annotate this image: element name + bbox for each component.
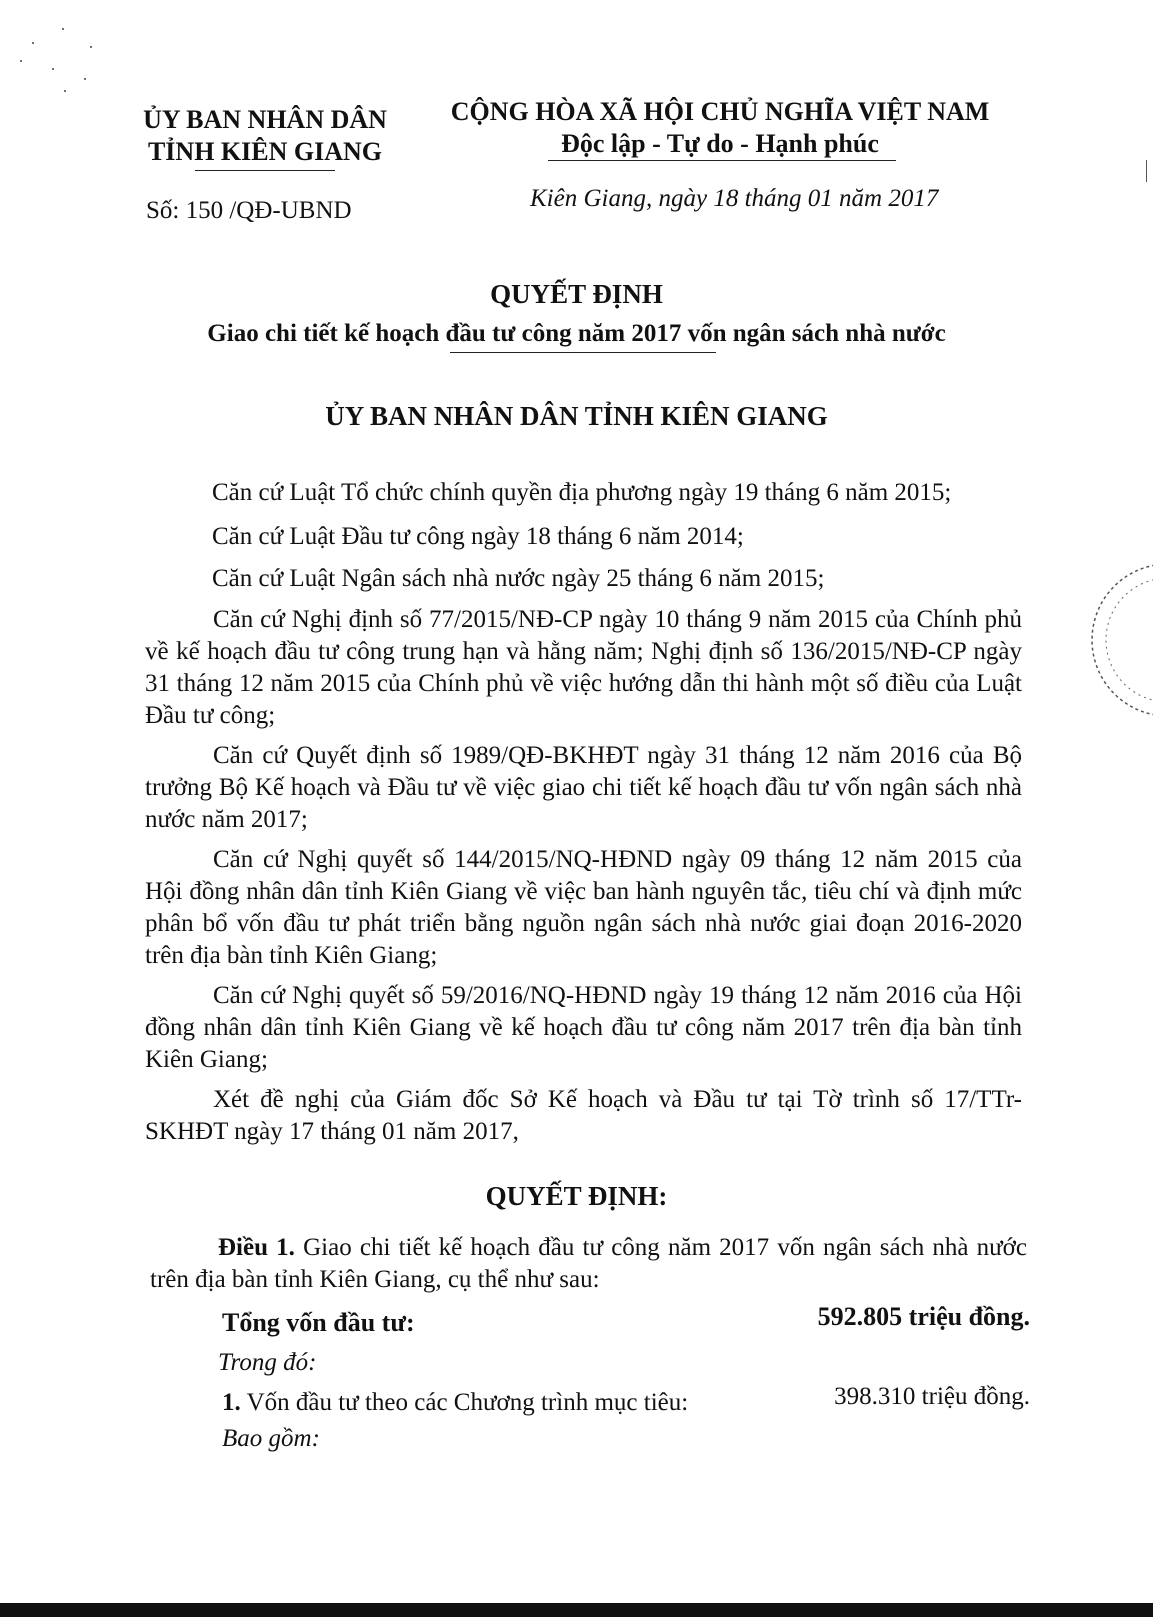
preamble-item: Căn cứ Luật Đầu tư công ngày 18 tháng 6 năm 2014; xyxy=(212,523,744,550)
item-1-value: 398.310 triệu đồng. xyxy=(834,1383,1030,1410)
scan-speck xyxy=(52,68,54,70)
item-1-number: 1. xyxy=(222,1389,241,1416)
official-seal xyxy=(1080,540,1153,740)
preamble-text: Xét đề nghị của Giám đốc Sở Kế hoạch và Đầu tư tại Tờ trình số 17/TTr-SKHĐT ngày 17 tháng 01 năm 2017, xyxy=(145,1086,1022,1145)
agency-name-line1: ỦY BAN NHÂN DÂN xyxy=(143,105,387,134)
preamble-text: Căn cứ Nghị định số 77/2015/NĐ-CP ngày 10 tháng 9 năm 2015 của Chính phủ về kế hoạch đầu tư công trung hạn và hằng năm; Nghị định số 136/2015/NĐ-CP ngày 31 tháng 12 năm 2015 của Chính phủ về việc hướng dẫn thi hành một số điều của Luật Đầu tư công; xyxy=(145,606,1022,729)
issuing-authority: ỦY BAN NHÂN DÂN TỈNH KIÊN GIANG xyxy=(325,401,828,431)
motto-underline xyxy=(548,160,896,161)
document-title: QUYẾT ĐỊNH xyxy=(490,279,663,309)
agency-underline xyxy=(195,170,335,171)
preamble-item: Căn cứ Luật Ngân sách nhà nước ngày 25 tháng 6 năm 2015; xyxy=(212,565,825,592)
agency-name-line2: TỈNH KIÊN GIANG xyxy=(147,137,383,166)
subtitle-underline xyxy=(450,352,716,353)
scan-speck xyxy=(64,90,66,92)
scan-bottom-border xyxy=(0,1603,1153,1617)
preamble-item: Căn cứ Luật Tổ chức chính quyền địa phương ngày 19 tháng 6 năm 2015; xyxy=(212,479,952,506)
consisting-label: Bao gồm: xyxy=(222,1425,320,1452)
document-date: Kiên Giang, ngày 18 tháng 01 năm 2017 xyxy=(530,185,939,212)
preamble-paragraph xyxy=(145,1084,1022,1148)
scan-edge-mark xyxy=(1146,160,1147,182)
decision-heading: QUYẾT ĐỊNH: xyxy=(485,1181,668,1211)
preamble-paragraph xyxy=(145,844,1022,972)
total-value: 592.805 triệu đồng. xyxy=(817,1302,1030,1331)
item-1 xyxy=(222,1386,688,1420)
scan-speck xyxy=(20,60,22,62)
article-1-label: Điều 1. xyxy=(218,1234,295,1261)
scan-speck xyxy=(84,78,86,80)
preamble-paragraph xyxy=(145,740,1022,836)
preamble-paragraph xyxy=(145,980,1022,1076)
document-number: Số: 150 /QĐ-UBND xyxy=(146,197,352,224)
total-label: Tổng vốn đầu tư: xyxy=(222,1308,415,1337)
preamble-paragraph xyxy=(145,604,1022,732)
scan-speck xyxy=(32,42,34,44)
nation-motto: Độc lập - Tự do - Hạnh phúc xyxy=(561,129,879,158)
article-1 xyxy=(150,1232,1027,1296)
nation-title: CỘNG HÒA XÃ HỘI CHỦ NGHĨA VIỆT NAM xyxy=(450,97,990,126)
scan-speck xyxy=(62,28,64,30)
scan-speck xyxy=(90,46,92,48)
item-1-label: Vốn đầu tư theo các Chương trình mục tiêu: xyxy=(246,1389,689,1416)
preamble-text: Căn cứ Nghị quyết số 144/2015/NQ-HĐND ngày 09 tháng 12 năm 2015 của Hội đồng nhân dân tỉnh Kiên Giang về việc ban hành nguyên tắc, tiêu chí và định mức phân bổ vốn đầu tư phát triển bằng nguồn ngân sách nhà nước giai đoạn 2016-2020 trên địa bàn tỉnh Kiên Giang; xyxy=(145,846,1022,969)
preamble-text: Căn cứ Nghị quyết số 59/2016/NQ-HĐND ngày 19 tháng 12 năm 2016 của Hội đồng nhân dân tỉnh Kiên Giang về kế hoạch đầu tư công năm 2017 trên địa bàn tỉnh Kiên Giang; xyxy=(145,982,1022,1073)
document-subtitle: Giao chi tiết kế hoạch đầu tư công năm 2017 vốn ngân sách nhà nước xyxy=(207,320,946,347)
including-label: Trong đó: xyxy=(218,1349,317,1376)
preamble-text: Căn cứ Quyết định số 1989/QĐ-BKHĐT ngày 31 tháng 12 năm 2016 của Bộ trưởng Bộ Kế hoạch và Đầu tư về việc giao chi tiết kế hoạch đầu tư vốn ngân sách nhà nước năm 2017; xyxy=(145,742,1022,833)
article-1-text: Giao chi tiết kế hoạch đầu tư công năm 2017 vốn ngân sách nhà nước trên địa bàn tỉnh Kiên Giang, cụ thể như sau: xyxy=(150,1234,1028,1293)
